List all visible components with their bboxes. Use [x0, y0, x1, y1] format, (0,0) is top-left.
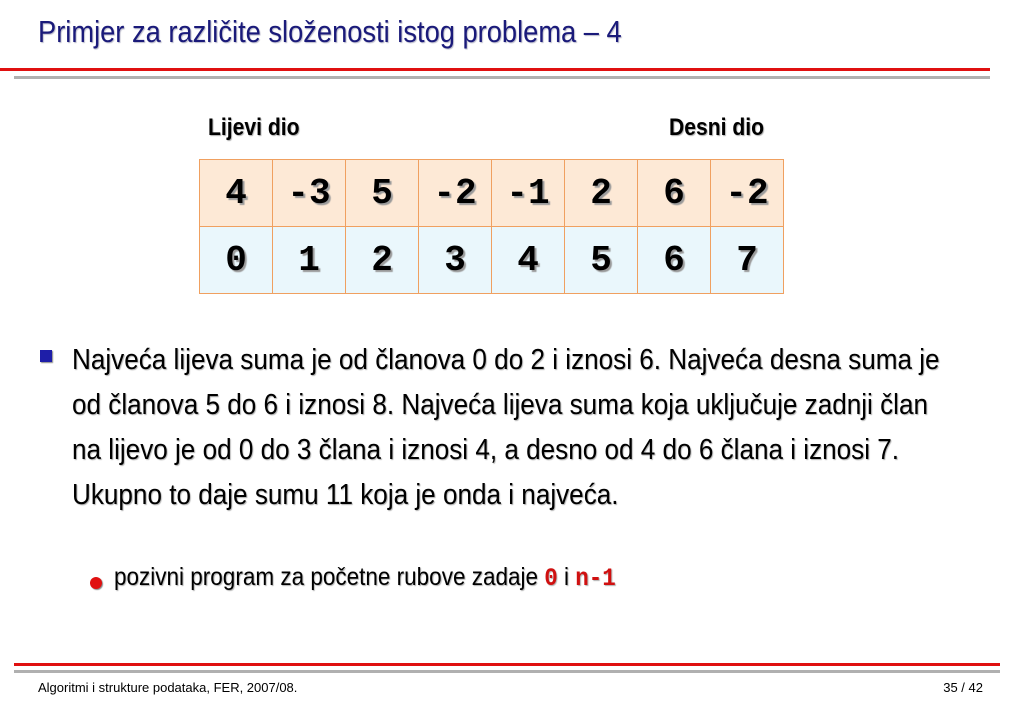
right-part-label: Desni dio	[669, 114, 765, 141]
array-value-cell: -2	[419, 160, 492, 227]
array-value-cell: -2	[711, 160, 784, 227]
sub-bullet-text: pozivni program za početne rubove zadaje	[114, 563, 545, 591]
array-table	[199, 159, 784, 294]
footer-divider-red	[14, 663, 1000, 666]
array-value-cell: -3	[273, 160, 346, 227]
explanation-paragraph: Najveća lijeva suma je od članova 0 do 2 i iznosi 6. Najveća desna suma je od članova 5 do 6 i iznosi 8. Najveća lijeva suma koja uključuje zadnji član na lijevo je od 0 do 3 člana i iznosi 4, a desno od 4 do 6 člana i iznosi 7. Ukupno to daje sumu 11 koja je onda i najveća.	[72, 344, 940, 511]
array-index-cell: 4	[492, 227, 565, 294]
sub-bullet	[114, 563, 616, 593]
array-index-cell: 5	[565, 227, 638, 294]
array-value-cell: 6	[638, 160, 711, 227]
code-zero: 0	[544, 564, 558, 593]
array-index-cell: 2	[346, 227, 419, 294]
round-bullet-icon	[90, 577, 102, 589]
footer-course-info: Algoritmi i strukture podataka, FER, 2007/08.	[38, 680, 298, 695]
array-value-cell: 2	[565, 160, 638, 227]
array-indices-row	[200, 227, 784, 294]
title-divider-red	[0, 68, 990, 71]
code-n-minus-1: n-1	[575, 564, 616, 593]
footer-divider-gray	[14, 670, 1000, 673]
array-index-cell: 3	[419, 227, 492, 294]
square-bullet-icon	[40, 350, 52, 362]
array-value-cell: 4	[200, 160, 273, 227]
footer-page-number: 35 / 42	[943, 680, 983, 695]
array-index-cell: 1	[273, 227, 346, 294]
sub-bullet-joiner: i	[557, 563, 576, 591]
array-value-cell: 5	[346, 160, 419, 227]
array-index-cell: 7	[711, 227, 784, 294]
title-divider-gray	[14, 76, 990, 79]
array-values-row	[200, 160, 784, 227]
array-value-cell: -1	[492, 160, 565, 227]
array-index-cell: 0	[200, 227, 273, 294]
slide-title: Primjer za različite složenosti istog problema – 4	[38, 14, 622, 49]
left-part-label: Lijevi dio	[208, 114, 300, 141]
array-index-cell: 6	[638, 227, 711, 294]
